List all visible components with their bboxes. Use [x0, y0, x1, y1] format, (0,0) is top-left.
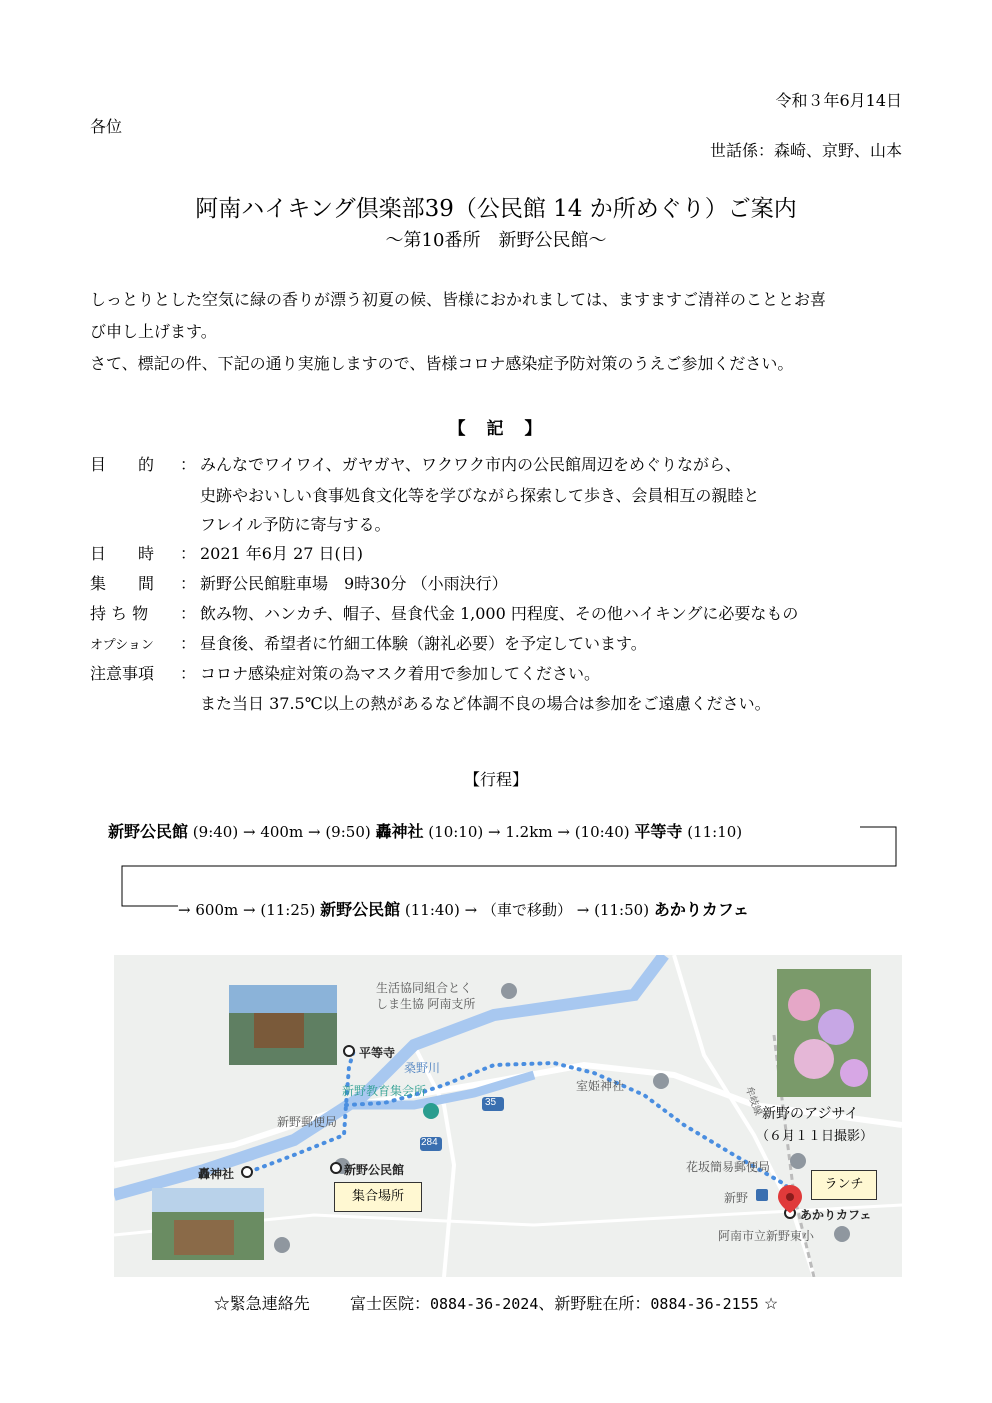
arrow-icon: → — [243, 901, 256, 919]
greeting — [90, 284, 920, 380]
arrow-icon: → — [576, 901, 590, 919]
map-label-hanaze: 花坂簡易郵便局 — [686, 1160, 771, 1174]
photo-date: （６月１１日撮影） — [756, 1129, 874, 1144]
star-icon: ☆ — [763, 1294, 779, 1313]
emergency-lead: ☆緊急連絡先 — [213, 1294, 310, 1313]
hospital-phone: 0884-36-2024 — [430, 1295, 539, 1313]
purpose-row — [90, 452, 741, 475]
map-label-todoroki: 轟神社 — [198, 1167, 235, 1181]
document-title: 阿南ハイキング倶楽部39（公民館 14 か所めぐり）ご案内 — [195, 196, 797, 222]
time: (11:25) — [260, 901, 316, 919]
emergency-contacts — [0, 1291, 992, 1314]
arrow-icon: → — [307, 823, 321, 841]
map-label-post: 新野郵便局 — [277, 1115, 338, 1129]
distance: 600m — [195, 901, 239, 919]
arrow-icon: → — [242, 823, 256, 841]
map-label-coop: しま生協 阿南支所 — [376, 997, 476, 1011]
purpose-text: みんなでワイワイ、ガヤガヤ、ワクワク市内の公民館周辺をめぐりながら、 — [200, 455, 741, 474]
meeting-point-box: 集合場所 — [334, 1182, 422, 1212]
colon: ： — [179, 604, 196, 623]
colon: ： — [179, 544, 196, 563]
items-label: 持 ち 物 — [90, 604, 149, 623]
arrow-icon: → — [488, 823, 501, 841]
stop-name: 新野公民館 — [320, 900, 401, 919]
items-value: 飲み物、ハンカチ、帽子、昼食代金 1,000 円程度、その他ハイキングに必要なもの — [200, 604, 799, 623]
arrow-icon: → — [464, 901, 478, 919]
datetime-row — [90, 541, 363, 564]
transport: （車で移動） — [481, 901, 572, 919]
organizers: 世話係：森崎、京野、山本 — [709, 141, 902, 160]
option-value: 昼食後、希望者に竹細工体験（謝礼必要）を予定しています。 — [200, 634, 647, 653]
time: (11:40) — [404, 901, 460, 919]
stop-name: 平等寺 — [634, 822, 683, 841]
arrow-icon: → — [178, 901, 191, 919]
stop-name: あかりカフェ — [653, 900, 750, 919]
map-label-byodoji: 平等寺 — [359, 1046, 396, 1060]
greeting-line: さて、標記の件、下記の通り実施しますので、皆様コロナ感染症予防対策のうえご参加ください。 — [90, 354, 794, 373]
purpose-label: 目 的 — [90, 455, 155, 474]
meeting-value: 新野公民館駐車場 9時30分 （小雨決行） — [200, 574, 508, 593]
map-label-railway: 牟岐線 — [742, 1085, 764, 1118]
purpose-text: フレイル予防に寄与する。 — [200, 515, 391, 534]
map-label-kyoiku: 新野教育集会所 — [342, 1084, 427, 1098]
map-label-cafe: あかりカフェ — [800, 1208, 872, 1222]
itinerary-line-2 — [178, 897, 749, 920]
datetime-value: 2021 年6月 27 日(日) — [200, 544, 364, 563]
notes-text: コロナ感染症対策の為マスク着用で参加してください。 — [200, 664, 601, 683]
map-label-station: 新野 — [724, 1191, 749, 1205]
arrow-icon: → — [557, 823, 570, 841]
map-label-school: 阿南市立新野東小 — [718, 1229, 815, 1243]
hospital-label: 富士医院： — [349, 1294, 430, 1313]
meeting-row — [90, 571, 508, 594]
time: (10:40) — [574, 823, 630, 841]
police-label: 、新野駐在所： — [538, 1294, 651, 1313]
datetime-label: 日 時 — [90, 544, 155, 563]
ki-heading: 【 記 】 — [448, 419, 544, 439]
greeting-line: しっとりとした空気に緑の香りが漂う初夏の候、皆様におかれましては、ますますご清祥のこととお喜 — [90, 290, 827, 309]
route-map — [114, 955, 902, 1277]
notes-text: また当日 37.5℃以上の熱があるなど体調不良の場合は参加をご遠慮ください。 — [200, 694, 771, 713]
colon: ： — [179, 634, 196, 653]
lunch-box: ランチ — [811, 1170, 877, 1200]
map-label-murohime: 室姫神社 — [576, 1079, 625, 1093]
addressee: 各位 — [90, 117, 123, 136]
map-label-kominkan: 新野公民館 — [344, 1163, 405, 1177]
distance: 400m — [260, 823, 304, 841]
route-number: 284 — [421, 1137, 438, 1148]
items-row — [90, 601, 798, 624]
notes-label: 注意事項 — [90, 664, 155, 683]
route-number: 35 — [485, 1097, 497, 1108]
time: (9:50) — [325, 823, 371, 841]
time: (9:40) — [192, 823, 239, 841]
itinerary-heading: 【行程】 — [463, 770, 528, 789]
time: (10:10) — [428, 823, 484, 841]
time: (11:50) — [594, 901, 650, 919]
colon: ： — [179, 574, 196, 593]
document-subtitle: ～第10番所 新野公民館～ — [385, 230, 607, 251]
stop-name: 轟神社 — [375, 822, 424, 841]
stop-name: 新野公民館 — [108, 822, 189, 841]
map-label-coop: 生活協同組合とく — [376, 981, 473, 995]
greeting-line: び申し上げます。 — [90, 322, 217, 341]
distance: 1.2km — [505, 823, 553, 841]
option-row — [90, 631, 647, 654]
colon: ： — [179, 455, 196, 474]
map-label-river: 桑野川 — [404, 1061, 441, 1075]
issue-date: 令和３年6月14日 — [775, 91, 902, 110]
meeting-label: 集 間 — [90, 574, 155, 593]
photo-caption: 新野のアジサイ — [762, 1106, 859, 1122]
purpose-text: 史跡やおいしい食事処食文化等を学びながら探索して歩き、会員相互の親睦と — [200, 486, 760, 505]
colon: ： — [179, 664, 196, 683]
time: (11:10) — [687, 823, 743, 841]
option-label: オプション — [90, 638, 154, 653]
notes-row — [90, 661, 600, 684]
police-phone: 0884-36-2155 — [650, 1295, 759, 1313]
